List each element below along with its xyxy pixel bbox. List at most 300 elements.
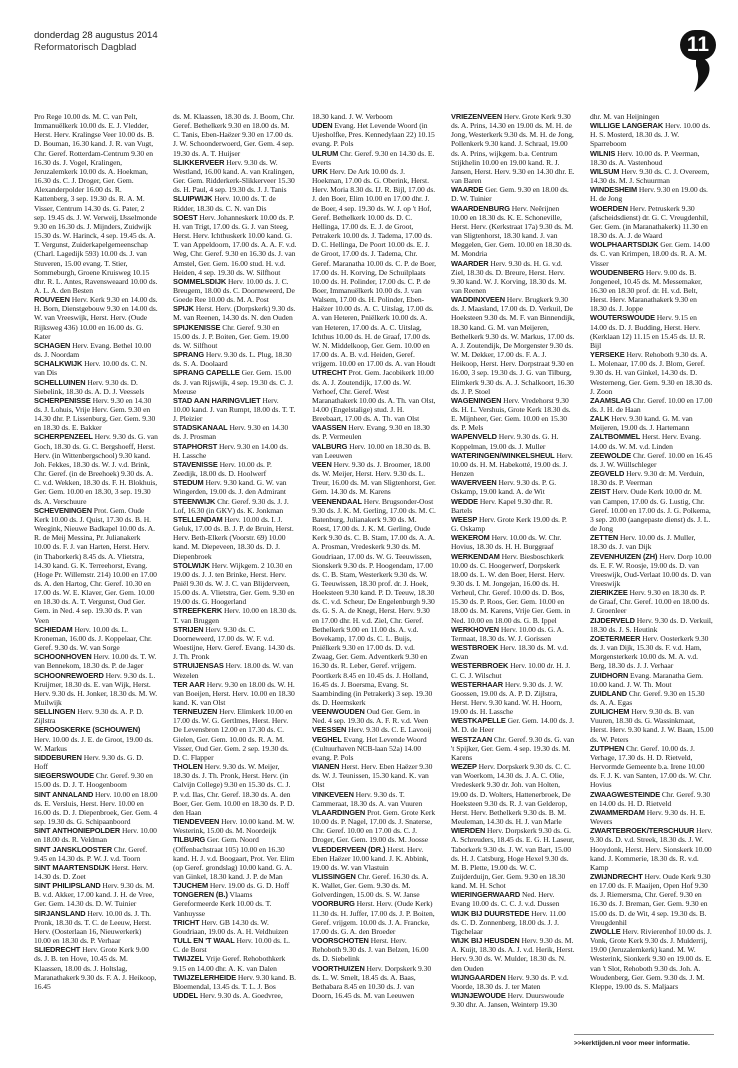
service-times: Herv. 9.30 ds. G. D. Hoff <box>34 752 144 772</box>
place-name: ZALTBOMMEL <box>590 432 641 442</box>
service-times: Herv. Vredehorst 9.30 ds. H. L. Vershuis, Grote Kerk 18.30 ds. E. Mijnheer, Ger. Gem. 10.00 en 15.30 ds. P. Mels <box>451 395 571 433</box>
listing-entry <box>590 350 714 396</box>
service-times: Herst. Herv. (Oude Kerk) 11.30 ds. H. Juffer, 17.00 ds. J. P. Boiten, Geref. vrijgem. 10.00 ds. J. A. Francke, 17.00 ds. G. A. den Broeder <box>312 899 435 936</box>
service-times: Ger. Gem. Noord (Offenbachstraat 105) 10.00 en 16.30 kand. H. J. v.d. Boogaart, Prot. Ver. Elim (op Geref. grondslag) 10.00 kand. G. A. van Ginkel, 18.30 kand. J. P. de Man <box>173 835 295 881</box>
issue-date: donderdag 28 augustus 2014 <box>34 30 158 41</box>
place-name: WINDESHEIM <box>590 185 638 195</box>
listing-entry <box>312 936 436 963</box>
place-name: ZIERIKZEE <box>590 588 628 598</box>
service-times: 18.30 kand. J. W. Verboom <box>312 112 393 121</box>
service-times: Herv. 9.30 kand. G. W. van Wingerden, 19.00 ds. J. den Admirant <box>173 478 287 497</box>
listing-entry <box>590 313 714 350</box>
place-name: UDEN <box>312 121 333 131</box>
listing-entry <box>590 204 714 241</box>
listing-column-1 <box>34 112 158 1056</box>
listing-entry <box>34 625 158 652</box>
service-times: Ned. Herv. Evang 10.00 ds. C. C. J. v.d. Dussen <box>451 890 560 909</box>
place-name: STAVENISSE <box>173 459 218 469</box>
place-name: STAPHORST <box>173 441 218 451</box>
listing-entry <box>173 890 297 917</box>
service-times: Ger. Gem. 15.00 ds. J. van Rijswijk, 4 sep. 19.30 ds. C. J. Meeuse <box>173 368 293 396</box>
listing-entry <box>451 432 575 450</box>
place-name: ZUTPHEN <box>590 743 625 753</box>
service-times: Oud Ger. Gem. in Ned. 4 sep. 19.30 ds. A. F. R. v.d. Veen <box>312 707 429 726</box>
place-name: STRIJEN <box>173 624 204 634</box>
listing-entry <box>590 616 714 634</box>
place-name: WIJK BIJ DUURSTEDE <box>451 908 530 918</box>
place-name: SCHERPENZEEL <box>34 432 93 442</box>
place-name: SCHAGEN <box>34 340 71 350</box>
place-name: VAASSEN <box>312 423 347 433</box>
place-name: TWIJZELERHEIDE <box>173 972 237 982</box>
place-name: ZUIDHORN <box>590 670 629 680</box>
listing-entry <box>451 762 575 826</box>
listing-entry <box>590 790 714 808</box>
place-name: VINKEVEEN <box>312 789 354 799</box>
listing-entry <box>173 497 297 515</box>
service-times: Herv. 10.00 en 18.30 ds. B. van Leeuwen <box>312 441 431 460</box>
listing-entry <box>451 643 575 661</box>
listing-entry <box>173 954 297 972</box>
listing-entry <box>173 936 297 954</box>
place-name: ZWAMMERDAM <box>590 807 645 817</box>
place-name: SOEST <box>173 212 198 222</box>
place-name: VEGHEL <box>312 734 342 744</box>
service-times: Herv. 10.00 ds. J. E. de Groot, 19.00 ds. W. Markus <box>34 734 153 753</box>
service-times: Herv. 9.30 en 14.30 ds. J. Lohuis, Vrije Herv. Gem. 9.30 en 14.30 dhr. P. Lissenburg, Ger. Gem. 9.30 en 18.30 ds. E. Bakker <box>34 395 156 433</box>
service-times: Herv. 9.30 ds. C. Doorneweerd, 17.00 ds. W. F. v.d. Woestijne, Herv. Geref. Evang. 14.30 ds. J. Th. Pronk <box>173 624 295 662</box>
place-name: SOMMELSDIJK <box>173 276 227 286</box>
place-name: SIEGERSWOUDE <box>34 771 94 781</box>
listing-entry <box>451 204 575 259</box>
listing-entry <box>312 423 436 441</box>
place-name: VALBURG <box>312 441 348 451</box>
listing-entry <box>34 909 158 946</box>
listing-entry <box>34 945 158 991</box>
service-times: Chr. Geref. 9.30 en 15.00 ds. J. P. Boiten, Ger. Gem. 19.00 ds. W. Silfhout <box>173 322 289 350</box>
place-name: WAGENINGEN <box>451 395 502 405</box>
place-name: TULL EN 'T WAAL <box>173 936 235 946</box>
service-times: Herv. 9.30 ds. W. Meijer, 18.30 ds. J. Th. Pronk, Herst. Herv. (in Calvijn College) 9.30 en 15.30 ds. C. J. P. v.d. Ilas, Chr. Geref. 18.30 ds. A. den Boer, Ger. Gem. 10.00 en 18.30 ds. P. D. den Haan <box>173 762 295 817</box>
service-times: Herv. Petruskerk 9.30 (afscheidsdienst) dr. G. C. Vreugdenhil, Ger. Gem. (in Maranathakerk) 11.30 en 18.30 ds. A. J. de Waard <box>590 203 709 241</box>
listing-column-2 <box>173 112 297 1056</box>
place-name: SLUIPWIJK <box>173 194 213 204</box>
listing-entry <box>451 625 575 643</box>
place-name: VEESSEN <box>312 725 347 735</box>
footer-divider <box>574 1034 714 1035</box>
service-times: Herv. 10.00 en 18.00 ds. R. Veldman <box>34 826 157 845</box>
listing-entry <box>173 835 297 881</box>
place-name: ZOETERMEER <box>590 633 641 643</box>
place-name: WIERDEN <box>451 826 486 836</box>
place-name: SPIJKENISSE <box>173 322 221 332</box>
listing-entry <box>34 396 158 433</box>
service-times: Herv. 9.00 ds. B. Jongeneel, 10.45 ds. M. Messemaker, 16.30 en 18.30 prof. dr. H. v.d. Belt, Herst. Herv. Maranathakerk 9.30 en 18.30 ds. J. Joppe <box>590 267 703 314</box>
service-times: Herv. 10.00 ds. J. Muller, 18.30 ds. J. van Dijk <box>590 533 696 552</box>
service-times: Herv. 9.30 en 19.00 ds. H. de Jong <box>590 185 708 204</box>
listing-entry <box>34 341 158 359</box>
listing-entry <box>590 872 714 927</box>
service-times: Chr. Geref. 9.30 en 15.00 ds. D. J. T. Hoogenboom <box>34 771 153 790</box>
listing-entry <box>312 442 436 460</box>
service-times: Herv. 18.30 ds. M. v.d. Zwan <box>451 643 569 662</box>
place-name: VOORBURG <box>312 899 355 909</box>
place-name: SCHOONREWOERD <box>34 670 104 680</box>
listing-entry <box>173 277 297 304</box>
service-times: Herv. Oosterkerk 9.30 ds. J. van Dijk, 15.30 ds. F. v.d. Ham, Morgensterkerk 10.00 ds. M. A. v.d. Berg, 18.30 ds. J. J. Verhaar <box>590 633 709 671</box>
place-name: VEENENDAAL <box>312 496 362 506</box>
listing-entry <box>173 661 297 679</box>
listing-entry <box>590 414 714 432</box>
service-times: Herv. Oude Kerk 9.30 en 17.00 ds. F. Maaijen, Open Hof 9.30 ds. J. Riemersma, Chr. Geref. 9.30 en 16.30 ds. J. Breman, Ger. Gem. 9.30 en 15.00 ds. D. de Wit, 4 sep. 19.30 ds. B. Vreugdenhil <box>590 871 711 927</box>
place-name: SLIKKERVEER <box>173 157 225 167</box>
place-name: WIJNGAARDEN <box>451 972 506 982</box>
listing-entry <box>590 121 714 148</box>
place-name: WESTBROEK <box>451 643 499 653</box>
place-name: TILBURG <box>173 835 206 845</box>
place-name: SCHEVENINGEN <box>34 505 92 515</box>
listing-entry <box>590 112 714 121</box>
place-name: TERNEUZEN <box>173 707 218 717</box>
place-name: ZEEWOLDE <box>590 450 632 460</box>
service-times: Herv. Dorpskerk 9.30 ds. L. W. Smelt, 18.45 ds. A. Baas, Bethabara 8.45 en 10.30 ds. J. van Doorn, 16.45 ds. M. van Leeuwen <box>312 963 432 1000</box>
service-times: Herv. Wijkgem. 2 10.30 en 19.00 ds. J. J. ten Brinke, Herst. Herv. Pniël 9.30 ds. W. J. C. van Blijderveen, 15.00 ds. A. Vlietstra, Ger. Gem. 9.30 en 19.00 ds. G. Hoogerland <box>173 560 295 607</box>
service-times: Chr. Geref. 9.30 ds. G. van 't Spijker, Ger. Gem. 4 sep. 19.30 ds. M. Karens <box>451 734 575 762</box>
listing-entry <box>34 378 158 396</box>
listing-entry <box>451 991 575 1009</box>
service-times: Herv. 10.00 en 18.00 ds. E. Versluis, Herst. Herv. 10.00 en 16.00 ds. D. J. Diepenbroek, Ger. Gem. 4 sep. 19.30 ds. G. Schipaanboord <box>34 789 158 827</box>
listing-column-5 <box>590 112 714 1056</box>
listing-entry <box>451 716 575 734</box>
place-name: VOORTHUIZEN <box>312 963 365 973</box>
listing-entry <box>451 552 575 625</box>
service-times: Herv. 9.30 ds. B. van Vuuren, 18.30 ds. G. Wassinkmaat, Herst. Herv. 9.30 kand. J. W. Baan, 15.00 ds. W. Peters <box>590 707 714 744</box>
service-times: Herv. 9.30 en 14.00 ds. H. Lassche <box>173 441 288 460</box>
listing-entry <box>173 918 297 936</box>
place-name: ZWOLLE <box>590 926 621 936</box>
listing-entry <box>451 478 575 496</box>
listing-entry <box>312 735 436 762</box>
place-name: STADSKANAAL <box>173 423 228 433</box>
listing-entry <box>451 661 575 679</box>
service-times: Herv. 9.30 ds. J. W. Goossen, 19.00 ds. A. P. D. Zijlstra, Herst. Herv. 9.30 kand. W. H. Hoorn, 19.00 ds. H. Lassche <box>451 679 563 717</box>
listing-entry <box>34 295 158 341</box>
place-name: WESTERHAAR <box>451 679 503 689</box>
listing-entry <box>451 680 575 717</box>
place-name: STOLWIJK <box>173 560 210 570</box>
place-name: TWIJZEL <box>173 954 204 964</box>
listing-entry <box>34 863 158 881</box>
place-name: ROUVEEN <box>34 295 70 305</box>
service-times: Herv. 9.30 ds. M. A. Kuijt, 18.30 ds. A. J. v.d. Herik, Herst. Herv. 9.30 ds. W. Mulder, 18.30 ds. N. den Ouden <box>451 936 575 973</box>
service-times: Herv. Grote Kerk 9.30 ds. A. Prins, 14.30 en 19.00 ds. M. H. de Jong, Westerkerk 9.30 ds. M. H. de Jong, Pollenkerk 9.30 kand. J. Schraal, 19.00 ds. A. Prins, wijkgem. b.a. Centrum Stijkhelin 10.00 en 19.00 kand. R. J. Jansen, Herst. Herv. 9.30 en 14.30 dhr. E. van Baren <box>451 112 575 186</box>
place-name: STREEFKERK <box>173 606 223 616</box>
place-name: WIJK BIJ HEUSDEN <box>451 936 520 946</box>
place-name: SINT ANNALAND <box>34 789 94 799</box>
service-times: Herv. Evang. Bethel 10.00 ds. J. Noordam <box>34 340 152 360</box>
service-times: Herv. 9.30 ds. G. H. Koppelman, 19.00 ds. J. Muller <box>451 432 559 451</box>
listing-entry <box>173 423 297 441</box>
place-name: VEENWOUDEN <box>312 707 365 717</box>
listing-column-3 <box>312 112 436 1056</box>
service-times: Chr. Geref. 9.45 en 14.30 ds. P. W. J. v.d. Toorn <box>34 844 148 863</box>
place-name: WAVERVEEN <box>451 478 497 488</box>
listing-entry <box>590 744 714 790</box>
service-times: Herv. Duurswoude 9.30 dhr. A. Jansen, Weinterp 19.30 <box>451 991 564 1010</box>
masthead <box>34 30 158 54</box>
listing-entry <box>312 368 436 423</box>
listing-entry <box>173 368 297 395</box>
service-times: Herst. Herv. Eben Haëzer 10.00 kand. J. K. Abbink, 19.00 ds. W. van Vlastuin <box>312 844 429 872</box>
service-times: Herv. Rehoboth 9.30 ds. A. L. Molenaar, 17.00 ds. J. Blom, Geref. 9.30 ds. H. van Ginkel, 14.30 ds. D. Westerneng, Ger. Gem. 9.30 en 18.30 ds. J. Zoon <box>590 350 713 396</box>
listing-entry <box>34 845 158 863</box>
place-name: STAD AAN HARINGVLIET <box>173 395 261 405</box>
listing-entry <box>34 359 158 377</box>
service-times: Herv. 10.00 kand. M. W. Westerink, 15.00 ds. M. Noordeijk <box>173 817 295 836</box>
service-times: dhr. M. van Heijningen <box>590 112 660 121</box>
place-name: STEENWIJK <box>173 496 216 506</box>
service-times: Herv. Dorpskerk 9.30 ds. C. C. van Woerkom, 14.30 ds. J. A. C. Olie, Vredeskerk 9.30 dr. Joh. van Holten, 19.00 ds. D. Wolters, Hattenerbroek, De Hoeksteen 9.30 ds. R. J. van Gelderop, Herst. Herv. Bethelkerk 9.30 ds. B. M. Meuleman, 14.30 ds. H. J. van Marle <box>451 762 571 827</box>
service-times: Herv. 10.00 ds. W. Chr. Hovius, 18.30 ds. H. H. Burggraaf <box>451 533 562 552</box>
place-name: SLIEDRECHT <box>34 945 81 955</box>
place-name: WIJNJEWOUDE <box>451 991 506 1000</box>
place-name: WESTKAPELLE <box>451 716 506 726</box>
place-name: WESTERBROEK <box>451 661 509 671</box>
listing-entry <box>451 112 575 185</box>
listing-entry <box>590 240 714 267</box>
listing-entry <box>34 671 158 708</box>
listing-entry <box>173 762 297 817</box>
newspaper-name: Reformatorisch Dagblad <box>34 42 137 53</box>
listing-entry <box>34 707 158 725</box>
place-name: WAARDER <box>451 258 489 268</box>
service-times: Herv. 9.30 kand. G. M. van Meijeren, 19.00 ds. J. Hartemann <box>590 414 693 433</box>
listing-entry <box>451 735 575 762</box>
listing-entry <box>451 909 575 936</box>
service-times: Herv. De Ark 10.00 ds. J. Hoekman, 17.00 ds. G. Oberink, Herst. Herv. Moria 8.30 ds. IJ. R. Bijl, 17.00 ds. J. den Boer, Elim 10.00 en 17.00 dhr. J. de Boer, 4 sep. 19.30 ds. W. J. op 't Hof, Geref. Bethelkerk 10.00 ds. D. C. Hellinga, 17.00 ds. E. J. de Groot, Petrakerk 10.00 ds. J. Tadema, 17.00 ds. D. C. Hellinga, De Poort 10.00 ds. E. J. de Groot, 17.00 ds. J. Tadema, Chr. Geref. Maranatha 10.00 ds. C. P. de Boer, 17.00 ds. H. Korving, De Schuilplaats 10.00 ds. H. Polinder, 17.00 ds. C. P. de Boer, Immanuëlkerk 10.00 ds. J. van Walsem, 17.00 ds. H. Polinder, Eben-Haëzer 10.00 ds. A. C. Uitslag, 17.00 ds. A. van Heteren, Pniëlkerk 10.00 ds. A. van Heteren, 17.00 ds. A. C. Uitslag, Ichthus 10.00 ds. H. de Graaf, 17.00 ds. W. N. Middelkoop, Ger. Gem. 10.00 en 17.00 ds. A. B. v.d. Heiden, Geref. vrijgem. 10.00 en 17.00 ds. A. van Houdt <box>312 166 436 369</box>
listing-entry <box>173 680 297 707</box>
place-name: SCHERPENISSE <box>34 395 91 405</box>
service-times: Chr. Geref. 16.30 ds. A. K. Wallet, Ger. Gem. 9.30 ds. M. Golverdingen, 15.00 ds. S. W. Janse <box>312 871 429 900</box>
place-name: SEROOSKERKE (SCHOUWEN) <box>34 725 141 735</box>
listing-entry <box>34 432 158 505</box>
place-name: ZUIDLAND <box>590 688 627 698</box>
service-times: Herv. Johanneskerk 10.00 ds. P. H. van Trigt, 17.00 ds. G. J. van Steeg, Herst. Herv. Ichthuskerk 10.00 kand. G. T. van Appeldoorn, 17.00 ds. A. A. F. v.d. Weg, Chr. Geref. 9.30 en 16.30 ds. J. van Amstel, Ger. Gem. 16.00 stud. H. v.d. Heiden, 4 sep. 19.30 ds. W. Silfhout <box>173 212 297 277</box>
service-times: Prot. Gem. Grote Kerk 10.00 ds. P. Nagel, 17.00 ds. J. Snaterse, Chr. Geref. 10.00 en 17.00 ds. C. J. Droger, Ger. Gem. 19.00 ds. M. Joosse <box>312 807 436 845</box>
listing-entry <box>173 158 297 195</box>
place-name: WOLPHAARTSDIJK <box>590 240 659 250</box>
place-name: VLAARDINGEN <box>312 807 366 817</box>
page-number: 11 <box>680 30 716 60</box>
listing-entry <box>590 432 714 450</box>
listing-entry <box>590 487 714 533</box>
service-times: Chr. Geref. 10.00 en 16.45 ds. J. W. Wüllschleger <box>590 450 713 469</box>
place-name: SPRANG CAPELLE <box>173 368 240 378</box>
service-times: Herv. 9.30 ds. T. Cammeraat, 18.30 ds. A. van Vuuren <box>312 789 423 808</box>
listing-entry <box>312 899 436 936</box>
listing-entry <box>173 606 297 624</box>
listing-entry <box>590 671 714 689</box>
service-times: Herv. 9.30 ds. D. Verkuil, 18.30 ds. J. S. Heutink <box>590 615 713 634</box>
place-name: SINT JANSKLOOSTER <box>34 844 112 854</box>
listing-column-4 <box>451 112 575 1056</box>
service-times: Herv. 9.30 ds. H. G. v.d. Ziel, 18.30 ds. D. Breure, Herst. Herv. 9.30 kand. W. J. Korving, 18.30 ds. M. van Reenen <box>451 258 567 295</box>
service-times: Herv. Kapel 9.30 dhr. R. Bartels <box>451 496 553 515</box>
listing-entry <box>312 762 436 789</box>
listing-entry <box>312 725 436 734</box>
service-times: Herv. Brugkerk 9.30 ds. J. Maasland, 17.00 ds. D. Verkuil, De Hoeksteen 9.30 ds. M. F. van Binnendijk, 18.30 kand. G. M. van Meijeren, Bethelkerk 9.30 ds. W. Markus, 17.00 ds. A. J. Zoutendijk, De Morgenster 9.30 ds. W. M. Dekker, 17.00 ds. F. A. J. Heikoop, Herst. Herv. Dorpstraat 9.30 en 16.00, 3 sep. 19.30 ds. J. G. van Tilburg, Elimkerk 9.30 ds. A. J. Schalkoort, 16.30 ds. J. P. Stoel <box>451 295 575 396</box>
place-name: WEZEP <box>451 762 477 772</box>
listing-entry <box>590 689 714 707</box>
place-name: SINT MAARTENSDIJK <box>34 862 110 872</box>
listing-entry <box>173 561 297 607</box>
place-name: SELLINGEN <box>34 707 76 717</box>
place-name: WILLIGE LANGERAK <box>590 121 664 131</box>
place-name: WAARDENBURG <box>451 203 510 213</box>
place-name: SINT ANTHONIEPOLDER <box>34 826 121 836</box>
place-name: VLEDDERVEEN (DR.) <box>312 844 386 854</box>
service-times: Herv. Dorp 10.00 ds. E. F. W. Roosje, 19.00 ds. D. van Vreeswijk, Oud-Verlaat 10.00 ds. D. van Vreeswijk <box>590 551 712 588</box>
service-times: Herv. 10.00 ds. G. A. Termaat, 18.30 ds. W. J. Gorissen <box>451 624 564 643</box>
service-times: Herv. Neêrijnen 10.00 en 18.30 ds. K. E. Schoneville, Herst. Herv. (Kerkstraat 17a) 9.30 ds. M. van Sligtenhorst, 18.30 kand. J. van Meggelen, Ger. Gem. 10.00 en 18.30 ds. M. Mondria <box>451 203 574 259</box>
listing-entry <box>451 533 575 551</box>
place-name: ZWARTEBROEK/TERSCHUUR <box>590 826 695 836</box>
listing-entry <box>451 497 575 515</box>
place-name: VIANEN <box>312 762 340 772</box>
listing-entry <box>451 973 575 991</box>
service-times: Herv. 10.00 dr. H. J. C. C. J. Wilschut <box>451 661 571 680</box>
listing-entry <box>451 451 575 478</box>
service-times: Prot. Gem. Jacobikerk 10.00 ds. A. J. Zoutendijk, 17.00 ds. W. Verhoef, Chr. Geref. West Maranathakerk 10.00 ds. A. Th. van Olst, 14.00 (Engelstalige) stud. J. H. Breebaart, 17.00 ds. A. Th. van Olst <box>312 368 436 424</box>
listing-entry <box>173 515 297 561</box>
church-service-listings <box>34 112 714 1056</box>
place-name: VLISSINGEN <box>312 871 356 881</box>
listing-entry <box>173 478 297 496</box>
listing-entry <box>451 890 575 908</box>
place-name: ZETTEN <box>590 533 619 543</box>
service-times: Herv. 9.30 ds. A. P. D. Zijlstra <box>34 707 144 726</box>
place-name: WOUDENBERG <box>590 267 645 277</box>
place-name: WEDDE <box>451 496 479 506</box>
comma-tail-icon <box>692 56 712 92</box>
listing-entry <box>312 872 436 899</box>
service-times: Herv. 9.30 dr. M. Verduin, 18.30 ds. P. Veerman <box>590 469 705 488</box>
listing-entry <box>590 167 714 185</box>
place-name: WADDINXVEEN <box>451 295 505 305</box>
service-times: Chr. Geref. 9.30 en 14.30 ds. E. Everts <box>312 148 435 167</box>
place-name: WOERDEN <box>590 203 628 213</box>
service-times: Prot. Gem. Oude Kerk 10.00 ds. J. Quist, 17.30 ds. B. H. Weegink, Nieuwe Badkapel 10.00 ds. A. R. de Meij Messina, Pr. Julianakerk 10.00 ds. F. J. van Harten, Herst. Herv. (in Thaborkerk) 8.45 ds. A. Vlietstra, 14.30 kand. G. K. Terreehorst, Evang. (Hoge Pr. Willemstr. 214) 10.00 en 17.00 ds. A. den Hartog, Chr. Geref. 10.30 en 17.00 ds. W. E. Klaver, Ger. Gem. 10.00 en 18.30 ds. A. T. Vergunst, Oud Ger. Gem. in Ned. 4 sep. 19.30 ds. P. van Veen <box>34 505 157 625</box>
listing-entry <box>451 396 575 433</box>
listing-entry <box>590 469 714 487</box>
service-times: Ger. Gem. 14.00 ds. C. van Krimpen, 18.00 ds. R. A. M. Visser <box>590 240 710 268</box>
place-name: ZAAMSLAG <box>590 395 632 405</box>
service-times: Pro Rege 10.00 ds. M. C. van Pelt, Immanuëlkerk 10.00 ds. E. J. Vledder, Herst. Herv. Kralingse Veer 10.00 ds. B. D. Bouman, 16.30 kand. J. R. van Vugt, Chr. Geref. Rotterdam-Centrum 9.30 en 16.30 ds. J. Vogel, Kralingen, Jeruzalemkerk 10.00 ds. A. Hoekman, 16.30 ds. C. J. Droger, Ger. Gem. Alexanderpolder 16.00 ds. R. Kattenberg, 3 sep. 19.30 ds. R. A. M. Visser, Centrum 14.30 ds. G. Pater, 2 sep. 19.45 ds. J. W. Verweij, IJsselmonde 9.30 en 16.30 ds. J. Mijnders, Zuidwijk 15.30 ds. W. Harinck, 4 sep. 19.45 ds. A. T. Vergunst, Zuiderkapelgemeenschap (Charl. Lagedijk 593) 10.00 ds. J. van Stuveren, 15.00 evang. T. Stier, Sommeburgh, Groene Kruisweg 10.15 dhr. R. L. Antes, Ravensweaard 10.00 ds. A. L. A. den Besten <box>34 112 158 295</box>
service-times: Ger. Gem. 9.30 en 18.00 ds. D. W. Tuinier <box>451 185 569 204</box>
service-times: Herv. GB 14.30 ds. W. Goudriaan, 19.00 ds. A. H. Veldhuizen <box>173 917 289 936</box>
service-times: Herv. 11.00 ds. C. D. Zonnenberg, 18.00 ds. J. J. Tigchelaar <box>451 908 566 936</box>
place-name: TJUCHEM <box>173 881 209 891</box>
service-times: Herv. 9.30 ds. M. B. v.d. Akker, 17.00 kand. J. H. de Vree, Ger. Gem. 14.30 ds. D. W. Tuinier <box>34 881 155 909</box>
place-name: WILSUM <box>590 166 620 176</box>
place-name: SCHOONHOVEN <box>34 652 92 662</box>
place-name: WIERINGERWAARD <box>451 890 521 900</box>
service-times: Herv. 10.00 ds. L. Kroneman, 16.00 ds. J. Koppelaar, Chr. Geref. 9.30 ds. W. van Sorge <box>34 624 152 653</box>
service-times: Herv. 9.30 en 14.30 ds. J. Prosman <box>173 423 289 442</box>
listing-entry <box>451 936 575 973</box>
listing-entry <box>34 753 158 771</box>
service-times: Herv. 9.30 en 18.00 ds. W. H. van Boeijen, Herst. Herv. 10.00 en 18.30 kand. K. van Olst <box>173 679 295 707</box>
listing-entry <box>173 973 297 991</box>
service-times: Herv. 9.30 ds. L. Plug, 18.30 ds. S. A. Doolaard <box>173 350 292 369</box>
listing-entry <box>34 725 158 752</box>
service-times: Herv. 9.30 ds. P. v.d. Voorde, 18.30 ds. J. ter Maten <box>451 972 569 991</box>
service-times: Chr. Geref. 9.30 ds. J. J. Lof, 16.30 (in GKV) ds. K. Jonkman <box>173 496 289 515</box>
listing-entry <box>451 515 575 533</box>
service-times: Herst. Herv. Eben Haëzer 9.30 ds. W. J. Teunissen, 15.30 kand. K. van Olst <box>312 762 433 790</box>
service-times: Herv. 10.00 ds. P. Veerman, 18.30 ds. A. Vastenhoud <box>590 148 700 167</box>
service-times: Herv. Elimkerk 10.00 en 17.00 ds. W. G. Gertlmes, Herst. Herv. De Levensbron 12.00 en 17.30 ds. C. Gielen, Ger. Gem. 10.00 ds. R. A. M. Visser, Oud Ger. Gem. 2 sep. 19.30 ds. D. C. Flapper <box>173 707 293 762</box>
listing-entry <box>590 268 714 314</box>
place-name: TER AAR <box>173 679 205 689</box>
service-times: ds. M. Klaassen, 18.30 ds. J. Boom, Chr. Geref. Bethelkerk 9.30 en 18.00 ds. M. C. Tanis, Eben-Haëzer 9.30 en 17.00 ds. J. W. Schoonderwoerd, Ger. Gem. 4 sep. 19.30 ds. A. T. Huijser <box>173 112 295 158</box>
page-number-badge <box>680 30 716 90</box>
place-name: SIRJANSLAND <box>34 908 86 918</box>
service-times: Herv. 9.30 ds. C. E. Lavooij <box>348 725 432 735</box>
place-name: TONGEREN (B.) <box>173 890 228 900</box>
place-name: ZWAAGWESTEINDE <box>590 789 661 799</box>
listing-entry <box>173 991 297 1000</box>
service-times: Chr. Geref. 10.00 ds. J. Verhage, 17.30 ds. H. D. Rietveld, Hervormde Gemeente b.a. Irene 10.00 ds. F. J. K. van Santen, 17.00 ds. W. Chr. Hovius <box>590 743 712 790</box>
place-name: VRIEZENVEEN <box>451 112 503 121</box>
service-times: Herv. 9.30 ds. D. Siebelink, 18.30 ds. A. D. J. Veessels <box>34 377 145 396</box>
listing-entry <box>173 396 297 423</box>
service-times: Herst. Herv. Rehoboth 9.30 ds. J. van Belzen, 16.00 ds. D. Siebelink <box>312 936 429 964</box>
service-times: Herv. 10.00 en 18.30 ds. T. van Bruggen <box>173 606 297 625</box>
listing-entry <box>173 881 297 890</box>
service-times: Chr. Geref. 10.00 en 17.00 ds. J. H. de Haan <box>590 395 713 414</box>
service-times: Herst. Herv. 14.30 ds. D. Zoet <box>34 862 148 881</box>
listing-entry <box>590 707 714 744</box>
listing-entry <box>173 442 297 460</box>
service-times: Herv. 9.30 ds. C. J. Overeem, 14.30 ds. M. J. Schuurman <box>590 166 710 186</box>
place-name: WAPENVELD <box>451 432 497 442</box>
service-times: Ger. Gem. 14.00 ds. J. M. D. de Heer <box>451 716 574 735</box>
place-name: WOUTERSWOUDE <box>590 313 655 323</box>
listing-entry <box>312 497 436 708</box>
service-times: Herv. 10.00 kand. J. van Rumpt, 18.00 ds. T. T. J. Pleizier <box>173 395 296 424</box>
service-times: Herv. 9.30 ds. L. Kruijmer, 18.30 ds. E. van Wijk, Herst. Herv. 9.30 ds. H. Jonker, 18.30 ds. M. W. Muilwijk <box>34 670 158 707</box>
listing-entry <box>590 185 714 203</box>
service-times: Herv. 10.00 ds. H. M. Habekotté, 19.00 ds. J. Henzen <box>451 450 573 479</box>
place-name: WEESP <box>451 514 478 524</box>
service-times: Evang. Het Levende Woord (Cultuurhaven NCB-laan 52a) 14.00 evang. P. Pols <box>312 734 427 762</box>
place-name: WERKENDAM <box>451 551 500 561</box>
place-name: SPIJK <box>173 304 194 314</box>
listing-entry <box>173 707 297 762</box>
service-times: Herv. 9.30 ds. H. E. Wevers <box>590 807 706 827</box>
place-name: WEKEROM <box>451 533 490 543</box>
listing-entry <box>173 194 297 212</box>
service-times: Herv. 19.00 ds. G. D. Hoff <box>209 881 290 891</box>
listing-entry <box>590 533 714 551</box>
service-times: Herv. Rivierenhof 10.00 ds. J. Vonk, Grote Kerk 9.30 ds. J. Mulderrij, 19.00 (Jeruzalemkerk) kand. M. W. Westerink, Sionkerk 9.30 en 19.00 ds. E. van 't Slot, Rehoboth 9.30 ds. Joh. A. Woudenberg, Ger. Gem. 9.30 ds. J. M. Kleppe, 19.00 ds. S. Maljaars <box>590 926 712 991</box>
place-name: ZEVENHUIZEN (ZH) <box>590 551 658 561</box>
place-name: STEDUM <box>173 478 204 488</box>
service-times: Herv. 9.30 ds. W. Westland, 16.00 kand. A. van Kralingen, Ger. Gem. Ridderkerk-Slikkerveer 15.30 ds. H. Paul, 4 sep. 19.30 ds. J. J. Tanis <box>173 157 295 195</box>
service-times: Herv. 10.00 ds. C. N. van Dis <box>34 359 148 378</box>
service-times: Herv. Grote Kerk 19.00 ds. P. G. Oskamp <box>451 514 567 534</box>
